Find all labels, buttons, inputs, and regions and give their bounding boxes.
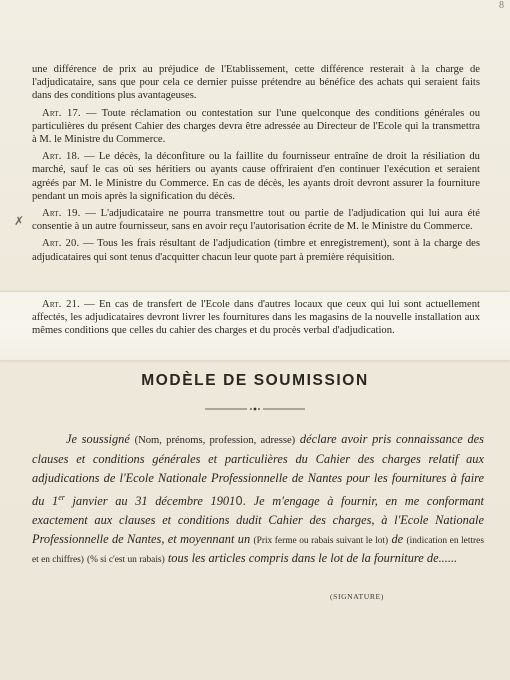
ornament-dot: [250, 408, 252, 410]
article-label: Art. 17.: [42, 107, 81, 119]
article-text: — L'adjudicataire ne pourra transmettre tout ou partie de l'adjudication qui lui aura été consentie à un autre fournisseur, sans en avoir reçu l'autorisation écrite de M. le Ministre du Commerce.: [32, 208, 480, 233]
ornament-dot: [258, 408, 260, 410]
article-19: [32, 207, 480, 233]
superscript: er: [58, 493, 65, 502]
article-label: Art. 19.: [42, 208, 81, 220]
article-label: Art. 18.: [42, 151, 80, 163]
article-text: — Le décès, la déconfiture ou la faillite du fournisseur entraîne de droit la résiliation du marché, sauf le cas où ses héritiers ou ayants cause offriraient d'en continuer l'exécution et seraient agréés par M. le Ministre du Commerce. En cas de décès, les ayants droit devront assurer la fourniture pendant un mois après la signification du décès.: [32, 151, 480, 202]
text-fragment: de: [391, 532, 404, 547]
clauses-section: [32, 63, 480, 268]
clause-text: une différence de prix au préjudice de l'Etablissement, cette différence resterait à la charge de l'adjudicataire, sans que pour cela ce dernier puisse prétendre au bénéfice des achats qui seraient faits dans des conditions plus avantageuses.: [32, 64, 480, 102]
clause-continuation: [32, 63, 480, 103]
text-fragment: tous les articles compris dans le lot de la fourniture de......: [167, 551, 458, 566]
text-fragment: Je soussigné: [66, 432, 130, 446]
page-number: 8: [499, 0, 504, 11]
article-20: [32, 237, 480, 263]
article-21: [32, 298, 480, 338]
article-18: [32, 150, 480, 203]
article-text: — Toute réclamation ou contestation sur l'une quelconque des conditions générales ou particulières du présent Cahier des charges devra être adressée au Directeur de l'Ecole qui la transmettra à M. le Ministre du Commerce.: [32, 107, 480, 146]
article-17: [32, 107, 480, 147]
margin-mark: ✗: [14, 214, 25, 228]
ornament-divider: [205, 406, 305, 412]
text-fragment: . Je m'engage à fournir, en me conformant exactement aux clauses et conditions dudit Cahier des charges, à l'Ecole Nationale Professionnelle de Nantes, et moyennant un: [32, 494, 484, 547]
handwritten-correction: 0: [235, 494, 243, 509]
fill-in-hint: (% si c'est un rabais): [87, 555, 165, 566]
signature-label: (SIGNATURE): [330, 592, 384, 601]
text-fragment: déclare avoir pris connaissance des clauses et conditions générales et particulières du Cahier des charges relatif aux adjudications de l'Ecole Nationale Professionnelle de Nantes pour les fournitures à faire du 1: [32, 432, 485, 509]
fill-in-hint: (Prix ferme ou rabais suivant le lot): [253, 536, 389, 547]
article-text: — Tous les frais résultant de l'adjudication (timbre et enregistrement), sont à la charge des adjudicataires qui sont tenus d'acquitter chacun leur quote part à première réquisition.: [32, 238, 480, 263]
ornament-dot: [254, 408, 257, 411]
article-label: Art. 20.: [42, 238, 80, 250]
fill-in-hint: (Nom, prénoms, profession, adresse): [134, 435, 296, 446]
folded-strip: [0, 292, 510, 360]
fill-in-hint: (indication en lettres et en chiffres): [32, 536, 484, 566]
model-title: MODÈLE DE SOUMISSION: [141, 372, 369, 389]
article-text: — En cas de transfert de l'Ecole dans d'autres locaux que ceux qui lui sont actuellement affectés, les adjudicataires devront livrer les fournitures dans les magasins de la nouvelle installation aux mêmes conditions que celles du cahier des charges et du procès verbal d'adjudication.: [32, 299, 480, 337]
soumission-text: [32, 430, 484, 568]
text-fragment: janvier au 31 décembre 1901: [64, 494, 236, 509]
article-label: Art. 21.: [42, 299, 80, 310]
